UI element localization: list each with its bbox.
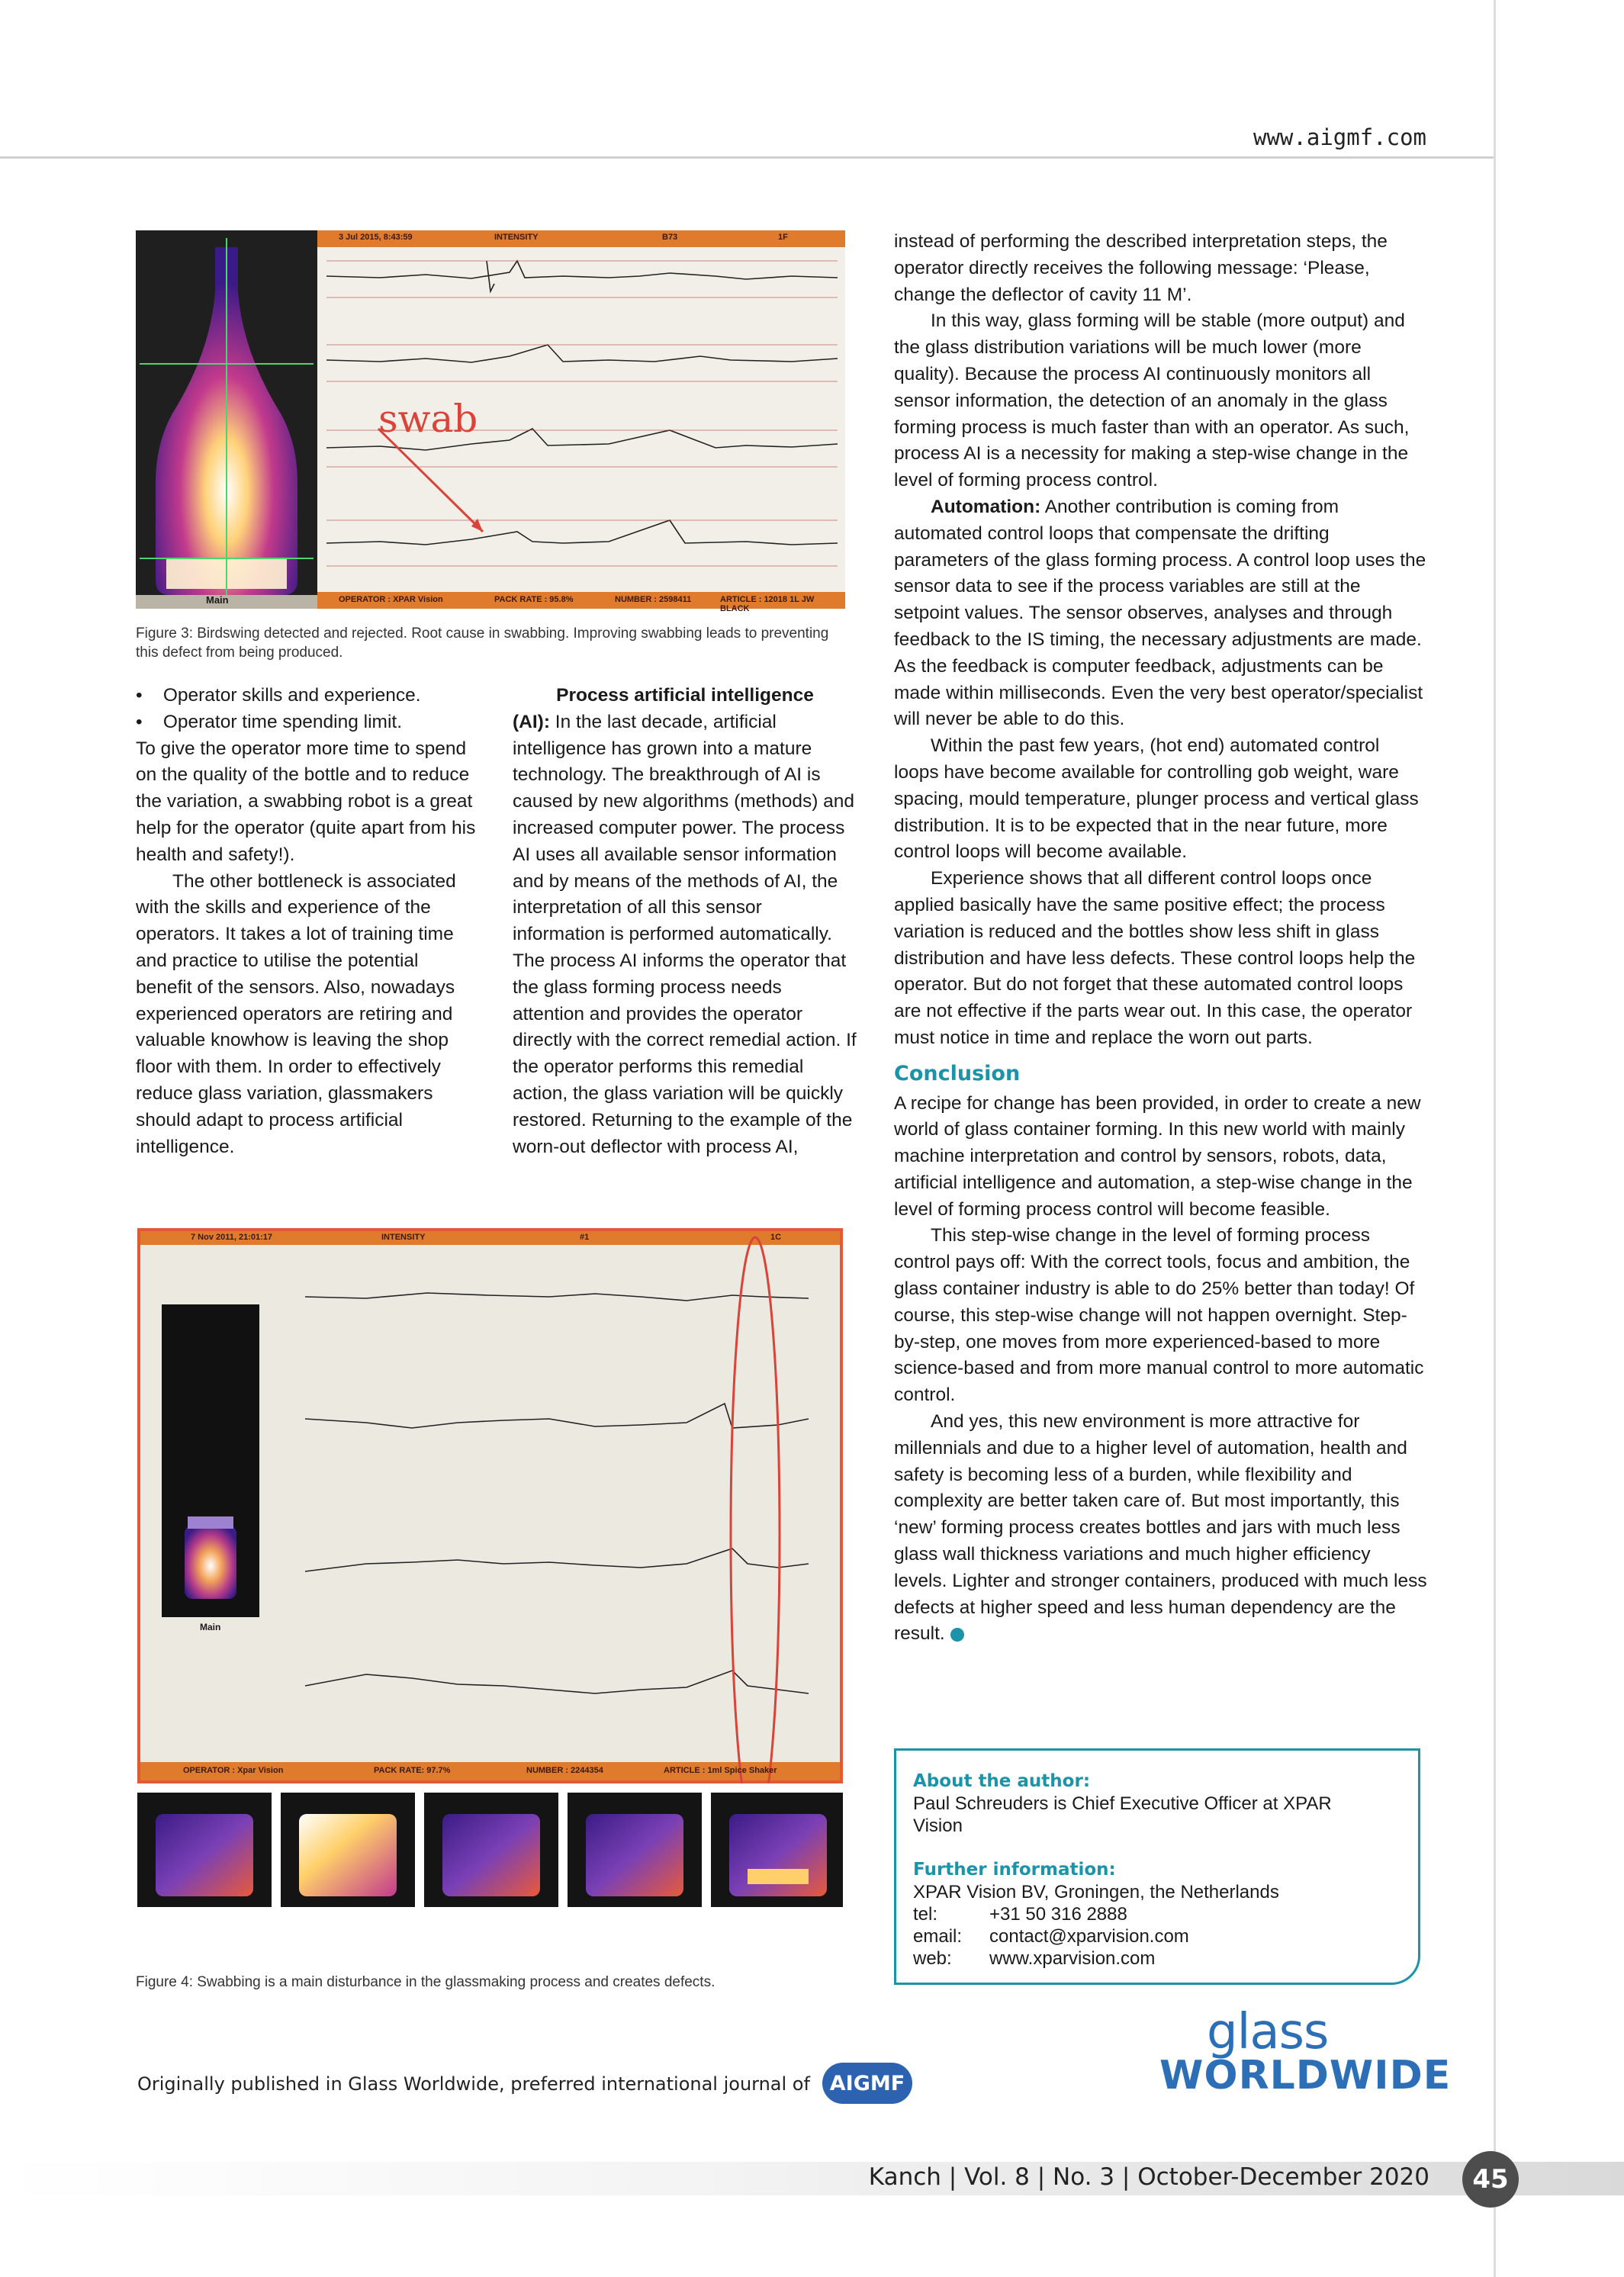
contact-table — [913, 1903, 1189, 1970]
figure-3-panel-label: Main — [206, 594, 229, 606]
right-margin-line — [1494, 0, 1496, 2277]
web-link[interactable]: www.xparvision.com — [989, 1948, 1156, 1969]
tel-label: tel: — [913, 1904, 938, 1925]
bullet-item: • Operator time spending limit. — [136, 711, 403, 732]
figure-4 — [137, 1228, 843, 1783]
figure-4-footer-article: ARTICLE : 1ml Spice Shaker — [664, 1766, 777, 1775]
conclusion-heading: Conclusion — [894, 1061, 1021, 1085]
figure-4-caption: Figure 4: Swabbing is a main disturbance in the glassmaking process and creates defects. — [136, 1974, 716, 1990]
end-mark-icon — [950, 1628, 964, 1642]
tel-value: +31 50 316 2888 — [989, 1904, 1127, 1925]
paragraph: This step-wise change in the level of forming process control pays off: With the correct tools, focus and ambition, the glass container industry is able to do 25% better than today! Of course, this step-wise change will not happen overnight. Step-by-step, one moves from more experienced-based to more science-based and from more manual control to more automatic control. — [894, 1225, 1424, 1406]
author-box — [894, 1748, 1420, 1985]
column-2 — [513, 683, 857, 1160]
figure-3-header-id: B73 — [662, 233, 678, 242]
figure-3-footer-number: NUMBER : 2598411 — [615, 595, 692, 604]
figure-3-footer-article: ARTICLE : 12018 1L JW BLACK — [720, 595, 815, 613]
figure-3-header-date: 3 Jul 2015, 8:43:59 — [339, 233, 413, 242]
aigmf-logo: AIGMF — [822, 2063, 912, 2104]
company-text: XPAR Vision BV, Groningen, the Netherlands — [913, 1882, 1279, 1902]
paragraph: Experience shows that all different control loops once applied basically have the same positive effect; the process variation is reduced and the bottles show less shift in glass distribution and have less defects. These control loops help the operator. But do not forget that these automated control loops are not effective if the parts wear out. In this case, the operator must notice in time and replace the worn out parts. — [894, 868, 1416, 1048]
paragraph: In this way, glass forming will be stable (more output) and the glass distribution variations will be much lower (more quality). Because the process AI continuously monitors all sensor information, the detection of an anomaly in the glass forming process is much faster than with an operator. As such, process AI is a necessity for making a step-wise change in the level of forming process control. — [894, 310, 1410, 491]
column-3 — [894, 229, 1428, 1648]
paragraph: And yes, this new environment is more attractive for millennials and due to a higher level of automation, health and safety is becoming less of a burden, while flexibility and complexity are better taken care of. But most importantly, this ‘new’ forming process creates bottles and jars with much less glass wall thickness variations and much higher efficiency levels. Lighter and stronger containers, produced with much less defects at higher speed and less human dependency are the result. — [894, 1411, 1427, 1645]
email-label: email: — [913, 1926, 963, 1947]
site-url: www.aigmf.com — [1253, 124, 1426, 150]
column-1 — [136, 683, 479, 1160]
figure-3-swab-annotation: swab — [378, 397, 478, 441]
figure-4-panel-label: Main — [200, 1622, 221, 1632]
figure-4-footer-packrate: PACK RATE: 97.7% — [374, 1766, 451, 1775]
paragraph: Automation: Another contribution is coming from automated control loops that compensate the drifting parameters of the glass forming process. A control loop uses the sensor data to see if the process variables are still at the setpoint values. The sensor observes, analyses and through feedback to the IS timing, the necessary adjustments are made. As the feedback is computer feedback, adjustments can be made within milliseconds. Even the very best operator/specialist will never be able to do this. — [894, 496, 1426, 730]
figure-3-header-cavity: 1F — [778, 233, 788, 242]
figure-3-header-metric: INTENSITY — [494, 233, 539, 242]
figure-4-thumbnails — [137, 1793, 843, 1907]
paragraph: Process artificial intelligence (AI): In the last decade, artificial intelligence has grown into a mature technology. The breakthrough of AI is caused by new algorithms (methods) and increased computer power. The process AI uses all available sensor information and by means of the methods of AI, the interpretation of all this sensor information is performed automatically. The process AI informs the operator that the glass forming process needs attention and provides the operator directly with the correct remedial action. If the operator performs this remedial action, the glass variation will be quickly restored. Returning to the example of the worn-out deflector with process AI, — [513, 683, 857, 1160]
further-info-label: Further information: — [913, 1860, 1116, 1880]
figure-4-header-date: 7 Nov 2011, 21:01:17 — [191, 1233, 273, 1242]
web-label: web: — [913, 1948, 952, 1969]
bullet-item: • Operator skills and experience. — [136, 685, 421, 706]
figure-3-footer-operator: OPERATOR : XPAR Vision — [339, 595, 443, 604]
figure-4-image — [137, 1228, 843, 1783]
email-link[interactable]: contact@xparvision.com — [989, 1926, 1189, 1947]
about-author-text: Paul Schreuders is Chief Executive Officer at XPAR Vision — [913, 1793, 1332, 1836]
figure-4-footer-number: NUMBER : 2244354 — [526, 1766, 603, 1775]
figure-3-image — [136, 230, 845, 609]
about-author-label: About the author: — [913, 1771, 1091, 1791]
glass-worldwide-logo: glass WORLDWIDE — [1159, 2004, 1452, 2099]
page-number: 45 — [1462, 2151, 1519, 2208]
section-heading-cont: (AI): — [513, 711, 550, 732]
paragraph: The other bottleneck is associated with the skills and experience of the operators. It takes a lot of training time and practice to utilise the potential benefit of the sensors. Also, nowadays experienced operators are retiring and valuable knowhow is leaving the shop floor with them. In order to effectively reduce glass variation, glassmakers should adapt to process artificial intelligence. — [136, 870, 456, 1157]
figure-4-footer-operator: OPERATOR : Xpar Vision — [183, 1766, 284, 1775]
figure-4-header-id: #1 — [580, 1233, 590, 1242]
paragraph: instead of performing the described interpretation steps, the operator directly receives the following message: ‘Please, change the deflector of cavity 11 M’. — [894, 231, 1388, 305]
figure-3-caption: Figure 3: Birdswing detected and rejected. Root cause in swabbing. Improving swabbing leads to preventing this defect from being produced. — [136, 626, 829, 661]
originally-published-text: Originally published in Glass Worldwide, preferred international journal of — [137, 2073, 810, 2095]
paragraph: To give the operator more time to spend on the quality of the bottle and to reduce the variation, a swabbing robot is a great help for the operator (quite apart from his health and safety!). — [136, 738, 476, 865]
figure-3 — [136, 230, 845, 613]
paragraph: A recipe for change has been provided, in order to create a new world of glass container forming. In this new world with mainly machine interpretation and control by sensors, robots, data, artificial intelligence and automation, a step-wise change in the level of forming process control will become feasible. — [894, 1092, 1421, 1220]
figure-3-footer-packrate: PACK RATE : 95.8% — [494, 595, 574, 604]
section-heading: Process artificial intelligence — [556, 685, 814, 706]
figure-4-header-metric: INTENSITY — [381, 1233, 426, 1242]
figure-4-header-cavity: 1C — [770, 1233, 782, 1242]
journal-issue: Kanch | Vol. 8 | No. 3 | October-December 2020 — [868, 2163, 1429, 2191]
paragraph: Within the past few years, (hot end) automated control loops have become available for controlling gob weight, ware spacing, mould temperature, plunger process and vertical glass distribution. It is to be expected that in the near future, more control loops will become available. — [894, 735, 1419, 863]
header-rule — [0, 156, 1494, 159]
